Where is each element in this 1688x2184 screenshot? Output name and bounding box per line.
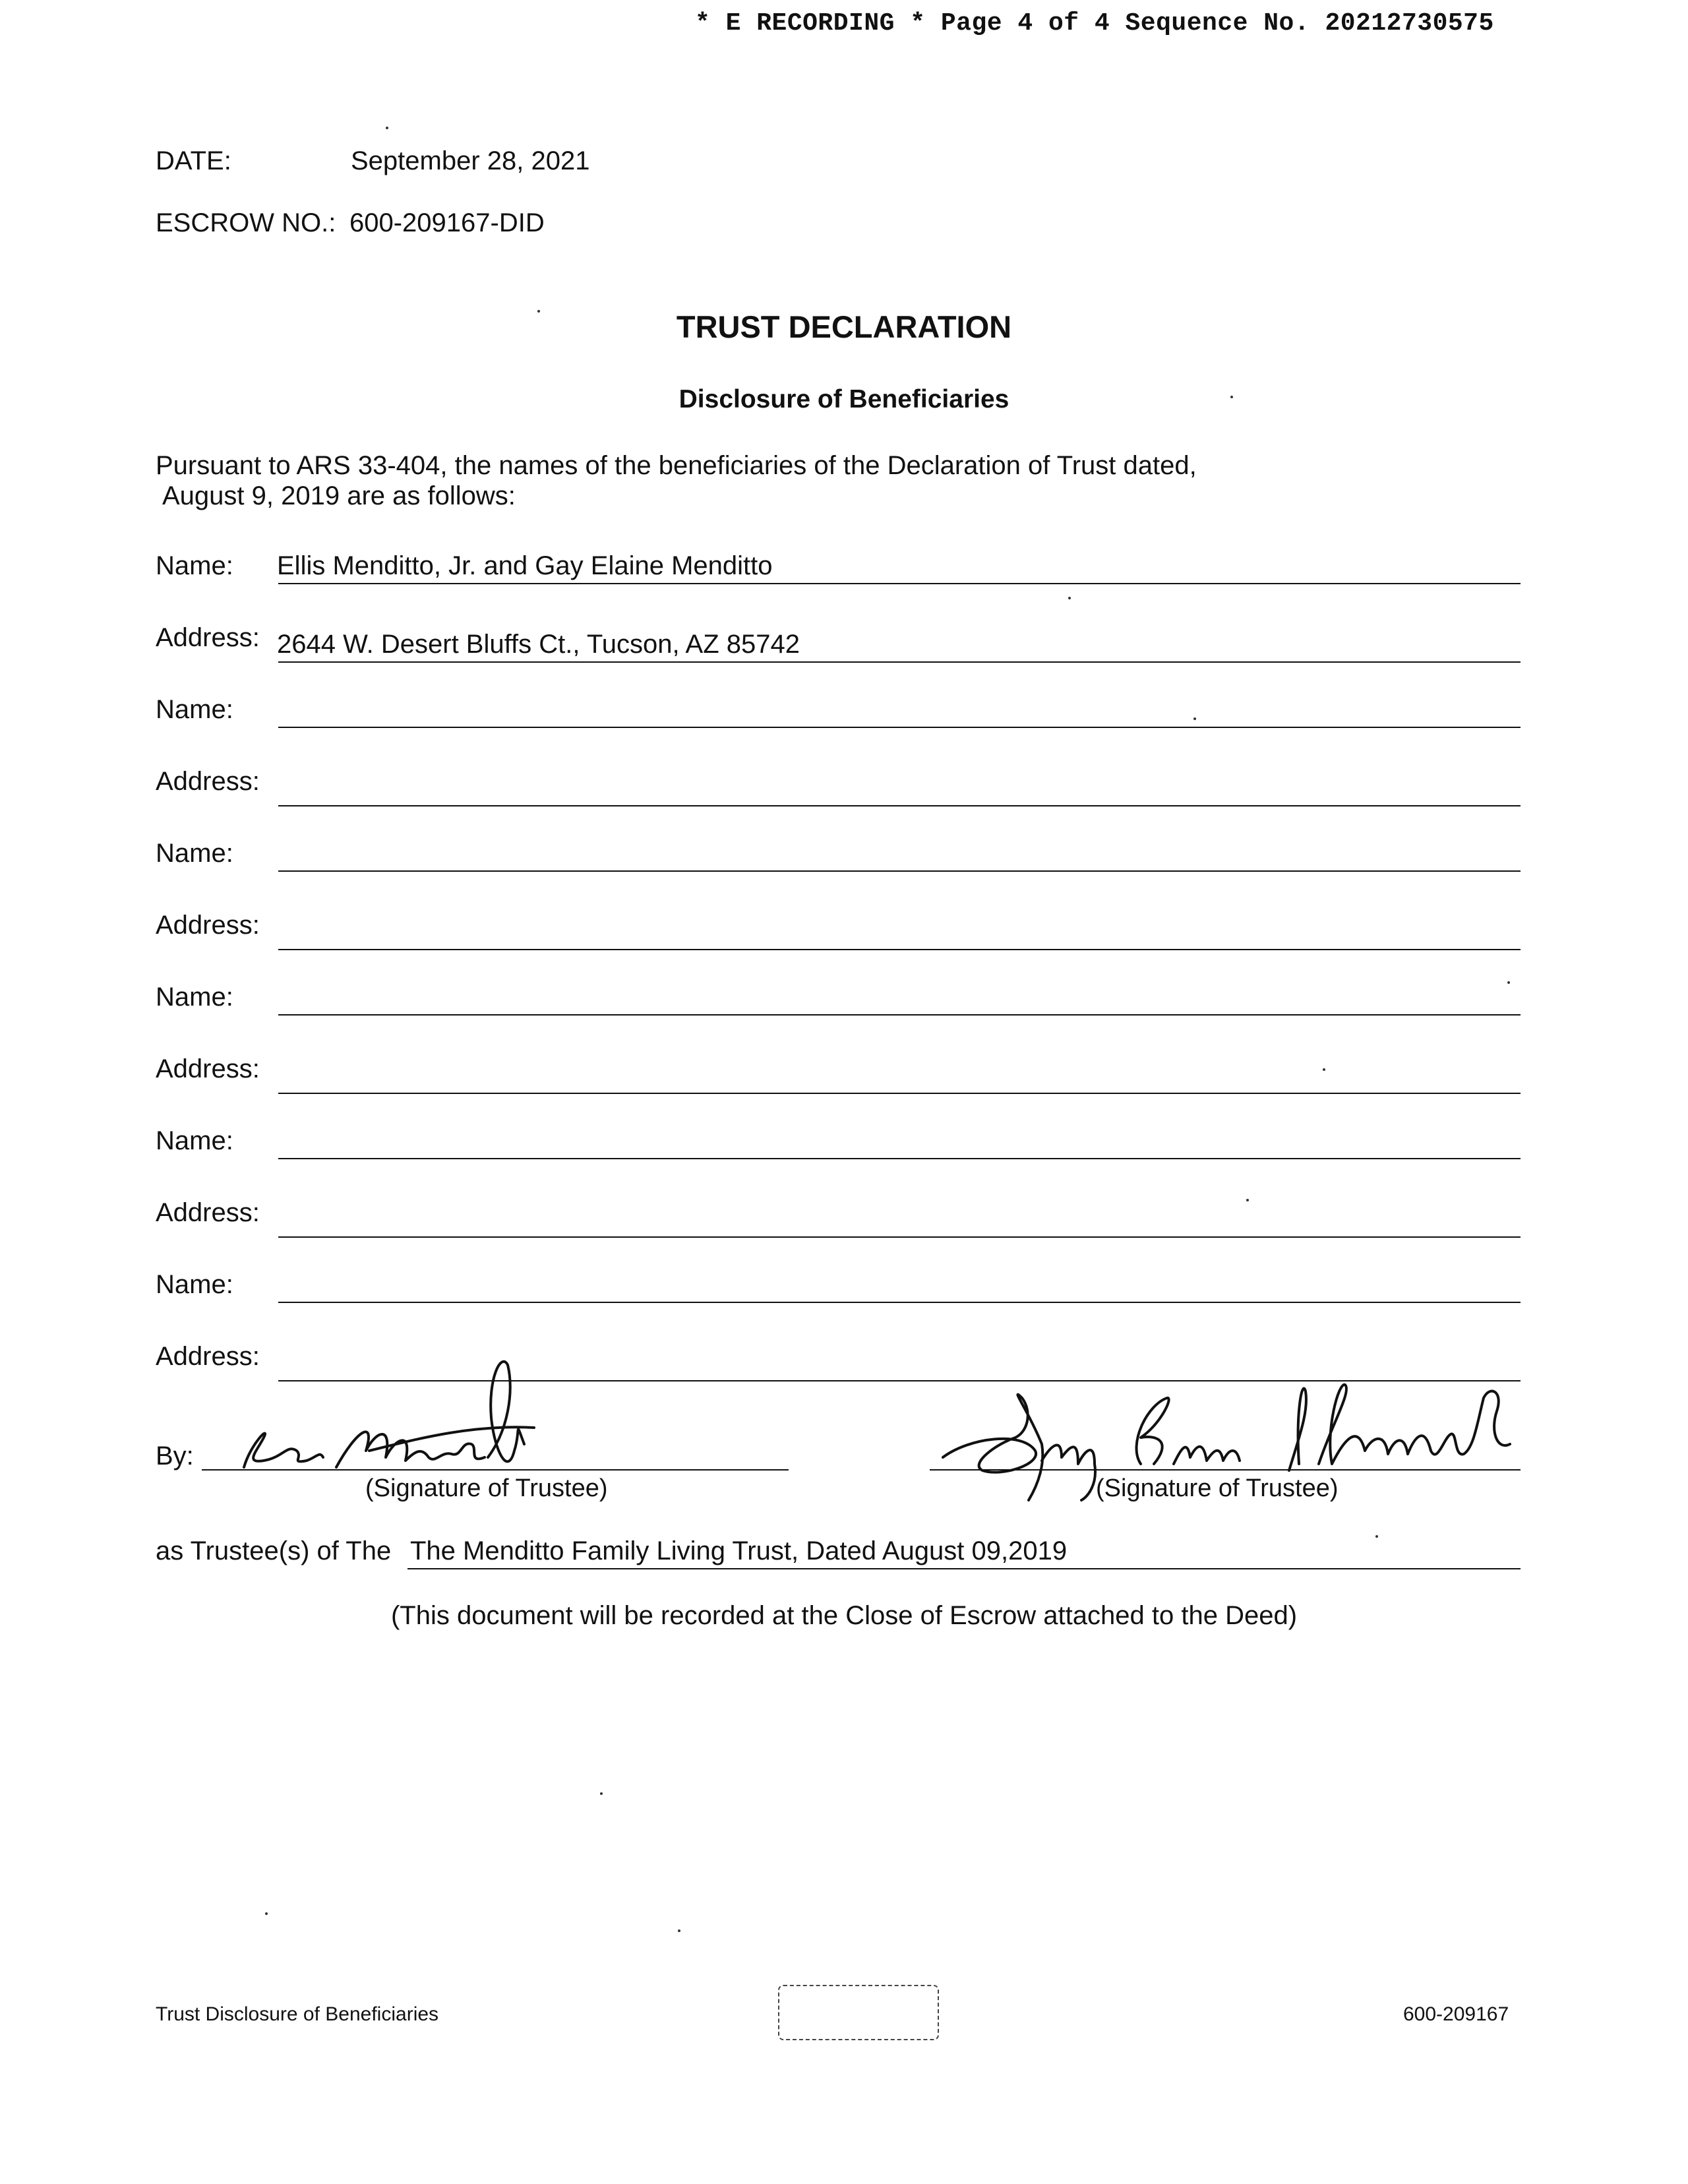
scan-speck [537,310,540,313]
beneficiary-address-label: Address: [156,1054,260,1083]
beneficiary-name-label: Name: [156,983,233,1012]
beneficiary-address-label: Address: [156,911,260,940]
beneficiary-name-line [278,1302,1521,1303]
beneficiary-name-label: Name: [156,839,233,868]
signature-caption-right: (Signature of Trustee) [1096,1474,1339,1502]
by-label: By: [156,1441,194,1471]
recording-note: (This document will be recorded at the Close of Escrow attached to the Deed) [390,1601,1298,1630]
footer-right: 600-209167 [1403,2003,1509,2025]
trustee-signature-left [224,1352,593,1477]
document-title: TRUST DECLARATION [676,309,1012,344]
footer-left: Trust Disclosure of Beneficiaries [156,2003,439,2025]
scan-speck [1323,1068,1325,1071]
scan-speck [600,1792,603,1795]
scan-speck [1230,396,1233,398]
beneficiary-name-line [278,1014,1521,1016]
scan-speck [265,1912,268,1915]
beneficiary-name-label: Name: [156,551,233,580]
beneficiary-address-label: Address: [156,1198,260,1227]
date-value: September 28, 2021 [351,146,590,175]
scan-speck [1246,1199,1249,1201]
beneficiary-address-line [278,949,1521,950]
date-label: DATE: [156,146,231,175]
document-subtitle: Disclosure of Beneficiaries [678,385,1010,413]
intro-line-1: Pursuant to ARS 33-404, the names of the beneficiaries of the Declaration of Trust dated, [156,451,1197,480]
beneficiary-name-line [278,727,1521,728]
beneficiary-address-line [278,1236,1521,1238]
beneficiary-name-value: Ellis Menditto, Jr. and Gay Elaine Menditto [277,551,773,580]
beneficiary-address-value: 2644 W. Desert Bluffs Ct., Tucson, AZ 85742 [277,630,800,659]
trustee-prefix: as Trustee(s) of The [156,1536,392,1565]
scan-speck [1068,597,1071,599]
stamp-box [778,1985,939,2040]
scan-speck [1193,717,1196,720]
beneficiary-address-label: Address: [156,1342,260,1371]
scan-speck [1507,981,1510,984]
beneficiary-name-line [278,583,1521,584]
recording-header: * E RECORDING * Page 4 of 4 Sequence No. 20212730575 [695,9,1494,38]
escrow-value: 600-209167-DID [349,208,545,237]
scan-speck [386,127,388,129]
beneficiary-address-label: Address: [156,767,260,796]
beneficiary-address-line [278,1093,1521,1094]
scan-speck [678,1929,680,1932]
scan-speck [1375,1535,1378,1538]
beneficiary-address-line [278,661,1521,663]
beneficiary-name-line [278,870,1521,872]
beneficiary-name-label: Name: [156,1126,233,1155]
trust-name-line [407,1568,1521,1569]
beneficiary-name-label: Name: [156,1270,233,1299]
signature-caption-left: (Signature of Trustee) [365,1474,608,1502]
beneficiary-address-line [278,805,1521,806]
beneficiary-address-label: Address: [156,623,260,652]
trust-name: The Menditto Family Living Trust, Dated August 09,2019 [410,1536,1068,1565]
escrow-label: ESCROW NO.: [156,208,336,237]
beneficiary-name-label: Name: [156,695,233,724]
beneficiary-name-line [278,1158,1521,1159]
intro-line-2: August 9, 2019 are as follows: [162,481,516,510]
